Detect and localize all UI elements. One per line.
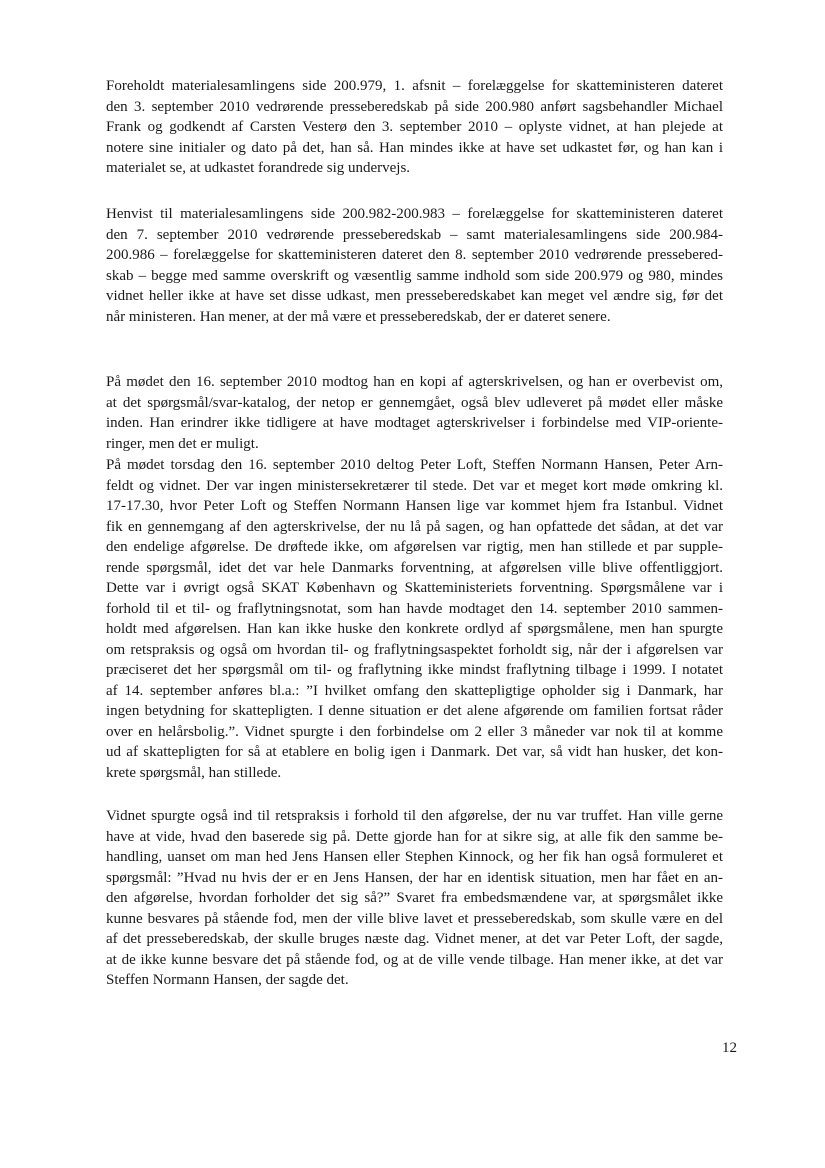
text-line: ingen betydning for skattepligten. I denne situation er det alene afgørende om familien fortsat råder bbox=[106, 703, 723, 719]
paragraph-2 bbox=[106, 204, 723, 327]
text-line: at de ikke kunne besvare det på stående fod, og at de ville vende tilbage. Han mener ikke, at det var bbox=[106, 951, 723, 968]
text-line: af det presseberedskab, der skulle bruges næste dag. Vidnet mener, at det var Peter Loft, der sagde, bbox=[106, 931, 723, 947]
text-line: om retspraksis og også om hvordan til- og fraflytningsaspektet forholdt sig, når der i afgørelsen var bbox=[106, 641, 723, 658]
text-line: notere sine initialer og dato på det, han så. Han mindes ikke at have set udkastet før, og han kan i bbox=[106, 139, 723, 156]
text-line: skab – begge med samme overskrift og væsentlig samme indhold som side 200.979 og 980, mindes bbox=[106, 267, 723, 284]
paragraph-3 bbox=[106, 372, 723, 454]
text-line: Henvist til materialesamlingens side 200.982-200.983 – forelæggelse for skatteministeren dateret bbox=[106, 206, 723, 222]
text-line: Foreholdt materialesamlingens side 200.979, 1. afsnit – forelæggelse for skatteministeren dateret bbox=[106, 78, 723, 94]
text-line: feldt og vidnet. Der var ingen ministersekretærer til stede. Det var et meget kort møde omkring kl. bbox=[106, 477, 723, 494]
text-line: krete spørgsmål, han stillede. bbox=[106, 764, 282, 781]
text-line: den afgørelse, hvordan forholder det sig så?” Svaret fra embedsmændene var, at spørgsmålet ikke bbox=[106, 890, 723, 906]
text-line: spørgsmål: ”Hvad nu hvis der er en Jens Hansen, der har en identisk situation, men har fået en an- bbox=[106, 869, 723, 886]
text-line: have at vide, hvad den baserede sig på. Dette gjorde han for at sikre sig, at alle fik den samme be- bbox=[106, 828, 723, 845]
text-line: handling, uanset om man hed Jens Hansen eller Stephen Kinnock, og her fik han også formuleret et bbox=[106, 849, 723, 865]
text-line: den 7. september 2010 vedrørende presseberedskab – samt materialesamlingens side 200.984- bbox=[106, 226, 723, 243]
text-line: den endelige afgørelse. De drøftede ikke, om afgørelsen var rigtig, men han stillede et par supple- bbox=[106, 539, 723, 555]
text-line: rende spørgsmål, idet det var hele Danmarks forventning, at afgørelsen ville blive offentliggjort. bbox=[106, 559, 723, 576]
paragraph-5 bbox=[106, 806, 723, 991]
text-line: kunne besvares på stående fod, men der ville blive lavet et presseberedskab, som skulle være en del bbox=[106, 910, 723, 927]
text-line: forhold til et til- og fraflytningsnotat, som han havde modtaget den 14. september 2010 sammen- bbox=[106, 600, 723, 617]
text-line: holdt med afgørelsen. Han kan ikke huske den konkrete ordlyd af spørgsmålene, men han spurgte bbox=[106, 621, 723, 637]
text-line: 17-17.30, hvor Peter Loft og Steffen Normann Hansen lige var kommet hjem fra Istanbul. Vidnet bbox=[106, 498, 723, 514]
text-line: Steffen Normann Hansen, der sagde det. bbox=[106, 972, 349, 988]
text-line: præciseret det her spørgsmål om til- og fraflytning ikke mindst fraflytning tilbage i 1999. I notatet bbox=[106, 662, 723, 678]
text-line: af 14. september anføres bl.a.: ”I hvilket omfang den skattepligtige opholder sig i Danmark, har bbox=[106, 682, 723, 699]
text-line: Dette var i øvrigt også SKAT København og Skatteministeriets forventning. Spørgsmålene var i bbox=[106, 580, 723, 596]
text-line: vidnet heller ikke at have set disse udkast, men presseberedskabet kan meget vel ændre sig, før det bbox=[106, 288, 723, 304]
text-line: over en helårsbolig.”. Vidnet spurgte i den forbindelse om 2 eller 3 måneder var nok til at komme bbox=[106, 723, 723, 740]
paragraph-1 bbox=[106, 76, 723, 179]
text-line: ud af skattepligten for så at etablere en bolig igen i Danmark. Det var, så vidt han husker, det kon- bbox=[106, 744, 723, 760]
text-line: På mødet den 16. september 2010 modtog han en kopi af agterskrivelsen, og han er overbevist om, bbox=[106, 374, 723, 390]
text-line: materialet se, at udkastet forandrede sig undervejs. bbox=[106, 160, 411, 176]
text-line: at det spørgsmål/svar-katalog, der netop er gennemgået, også blev udleveret på mødet eller måske bbox=[106, 394, 723, 411]
text-line: Frank og godkendt af Carsten Vesterø den 3. september 2010 – oplyste vidnet, at han plejede at bbox=[106, 119, 723, 135]
text-line: ringer, men det er muligt. bbox=[106, 435, 259, 452]
text-line: Vidnet spurgte også ind til retspraksis i forhold til den afgørelse, der nu var truffet. Han ville gerne bbox=[106, 808, 723, 824]
text-line: når ministeren. Han mener, at der må være et presseberedskab, der er dateret senere. bbox=[106, 308, 611, 325]
text-line: fik en gennemgang af den agterskrivelse, der nu lå på sagen, og han opfattede det sådan, at det var bbox=[106, 518, 723, 535]
page-number: 12 bbox=[722, 1040, 737, 1056]
text-line: den 3. september 2010 vedrørende presseberedskab på side 200.980 anført sagsbehandler Michael bbox=[106, 98, 723, 115]
text-line: 200.986 – forelæggelse for skatteministeren dateret den 8. september 2010 vedrørende pressebered- bbox=[106, 247, 723, 263]
paragraph-4 bbox=[106, 455, 723, 783]
text-line: inden. Han erindrer ikke tidligere at have modtaget agterskrivelser i forbindelse med VIP-oriente- bbox=[106, 415, 723, 431]
text-line: På mødet torsdag den 16. september 2010 deltog Peter Loft, Steffen Normann Hansen, Peter Arn- bbox=[106, 457, 723, 473]
